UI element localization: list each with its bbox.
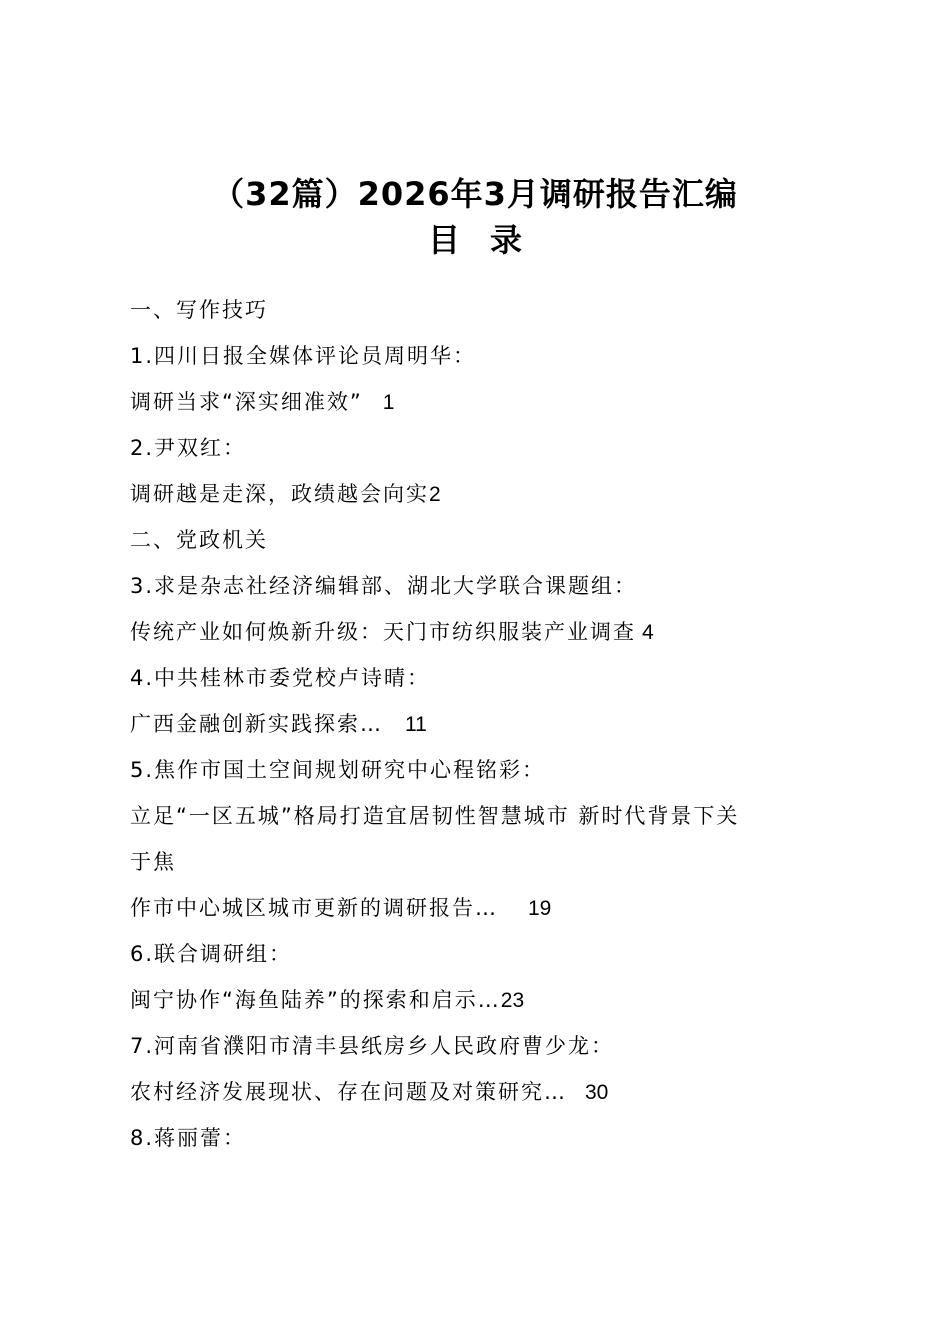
toc-entry-title: 于焦 bbox=[130, 850, 176, 874]
toc-page-number: 2 bbox=[429, 483, 441, 506]
toc-entry-author: 1.四川日报全媒体评论员周明华： bbox=[130, 344, 477, 368]
toc-entry-title bbox=[130, 701, 840, 747]
toc-entry-title: 立足“一区五城”格局打造宜居韧性智慧城市 新时代背景下关 bbox=[130, 804, 740, 828]
toc-entry-title-text: 传统产业如何焕新升级：天门市纺织服装产业调查 bbox=[130, 620, 636, 644]
toc-entry-title bbox=[130, 471, 840, 517]
toc-entry-title bbox=[130, 885, 840, 931]
toc-entry-title bbox=[130, 977, 840, 1023]
toc-entry-author: 5.焦作市国土空间规划研究中心程铭彩： bbox=[130, 758, 546, 782]
toc-entry-title-text: 调研越是走深，政绩越会向实 bbox=[130, 482, 429, 506]
toc-page-number: 4 bbox=[642, 621, 654, 644]
toc-section-heading: 二、党政机关 bbox=[130, 528, 268, 552]
toc-entry-author: 7.河南省濮阳市清丰县纸房乡人民政府曹少龙： bbox=[130, 1034, 615, 1058]
toc-page-number: 11 bbox=[405, 713, 427, 736]
toc-page-number: 19 bbox=[528, 897, 552, 920]
toc-entry-title bbox=[130, 1069, 840, 1115]
document-title: （32篇）2026年3月调研报告汇编 bbox=[212, 175, 738, 213]
toc-entry-title bbox=[130, 609, 840, 655]
toc-entry-title-text: 闽宁协作“海鱼陆养”的探索和启示… bbox=[130, 988, 501, 1012]
toc-entry-author: 6.联合调研组： bbox=[130, 942, 293, 966]
toc-heading: 目录 bbox=[427, 221, 552, 259]
toc-entry-author: 8.蒋丽蕾： bbox=[130, 1126, 247, 1150]
toc-entry-title-text: 广西金融创新实践探索… bbox=[130, 712, 383, 736]
toc-entry-title-text: 调研当求“深实细准效” bbox=[130, 390, 363, 414]
table-of-contents bbox=[130, 287, 840, 1161]
toc-entry-author: 4.中共桂林市委党校卢诗晴： bbox=[130, 666, 431, 690]
toc-page-number: 23 bbox=[500, 989, 525, 1012]
toc-entry-title-text: 农村经济发展现状、存在问题及对策研究… bbox=[130, 1080, 567, 1104]
toc-entry-author: 3.求是杂志社经济编辑部、湖北大学联合课题组： bbox=[130, 574, 638, 598]
toc-page-number: 1 bbox=[382, 391, 395, 414]
toc-section-heading: 一、写作技巧 bbox=[130, 298, 268, 322]
toc-page-number: 30 bbox=[585, 1081, 609, 1104]
toc-entry-title-text: 作市中心城区城市更新的调研报告… bbox=[130, 896, 498, 920]
toc-entry-title bbox=[130, 379, 840, 425]
toc-entry-author: 2.尹双红： bbox=[130, 436, 247, 460]
